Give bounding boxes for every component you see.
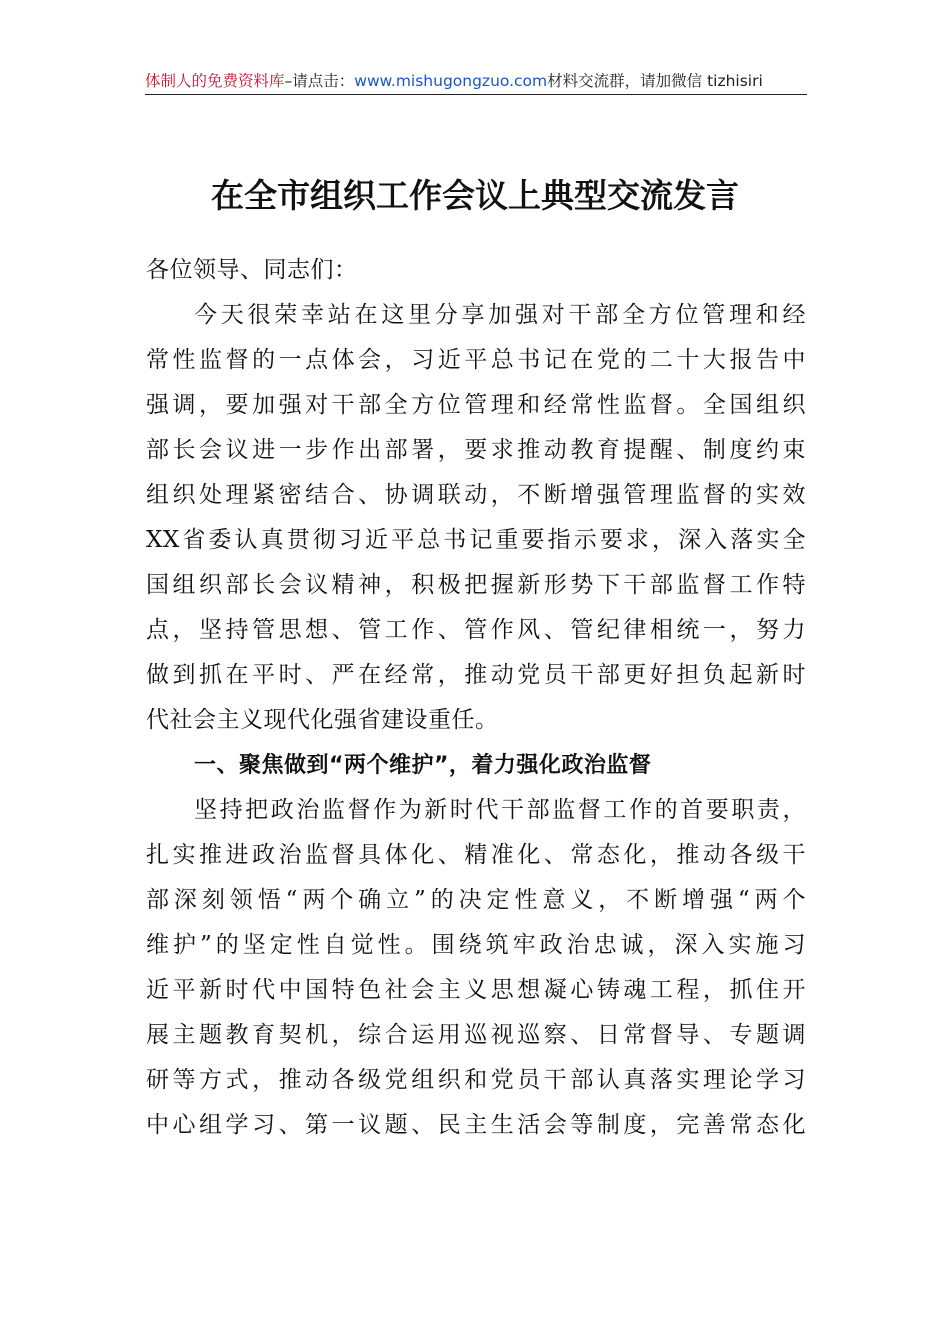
paragraph-line: 做到抓在平时、严在经常，推动党员干部更好担负起新时 — [146, 662, 806, 688]
header-site-name: 体制人的免费资料库 — [145, 72, 285, 90]
paragraph-line: 强调，要加强对干部全方位管理和经常性监督。全国组织 — [146, 392, 806, 418]
paragraph-line: XX省委认真贯彻习近平总书记重要指示要求，深入落实全 — [146, 527, 806, 553]
paragraph-line: 部长会议进一步作出部署，要求推动教育提醒、制度约束 — [146, 437, 806, 463]
paragraph-line: 部深刻领悟“两个确立”的决定性意义，不断增强“两个 — [146, 887, 806, 913]
paragraph-2 — [146, 788, 806, 1148]
paragraph-1 — [146, 293, 806, 743]
salutation: 各位领导、同志们： — [146, 257, 358, 283]
paragraph-line: 扎实推进政治监督具体化、精准化、常态化，推动各级干 — [146, 842, 806, 868]
paragraph-line: 代社会主义现代化强省建设重任。 — [146, 707, 499, 733]
paragraph-line: 中心组学习、第一议题、民主生活会等制度，完善常态化 — [146, 1112, 806, 1138]
document-title: 在全市组织工作会议上典型交流发言 — [211, 176, 739, 215]
paragraph-line: 组织处理紧密结合、协调联动，不断增强管理监督的实效 — [146, 482, 806, 508]
paragraph-line: 国组织部长会议精神，积极把握新形势下干部监督工作特 — [146, 572, 806, 598]
paragraph-line: 今天很荣幸站在这里分享加强对干部全方位管理和经 — [194, 302, 806, 328]
header-note: 材料交流群，请加微信 tizhisiri — [547, 72, 763, 90]
watermark-header — [145, 66, 805, 96]
paragraph-line: 近平新时代中国特色社会主义思想凝心铸魂工程，抓住开 — [146, 977, 806, 1003]
header-divider — [145, 94, 807, 95]
paragraph-line: 常性监督的一点体会，习近平总书记在党的二十大报告中 — [146, 347, 806, 373]
paragraph-line: 研等方式，推动各级党组织和党员干部认真落实理论学习 — [146, 1067, 806, 1093]
header-prompt: –请点击： — [284, 72, 355, 90]
paragraph-line: 坚持把政治监督作为新时代干部监督工作的首要职责， — [194, 797, 806, 823]
header-url-link[interactable]: www.mishugongzuo.com — [354, 72, 548, 90]
document-body — [146, 248, 806, 1148]
section-heading-1: 一、聚焦做到“两个维护”，着力强化政治监督 — [194, 753, 652, 778]
paragraph-line: 点，坚持管思想、管工作、管作风、管纪律相统一，努力 — [146, 617, 806, 643]
paragraph-line: 维护”的坚定性自觉性。围绕筑牢政治忠诚，深入实施习 — [146, 932, 806, 958]
paragraph-line: 展主题教育契机，综合运用巡视巡察、日常督导、专题调 — [146, 1022, 806, 1048]
